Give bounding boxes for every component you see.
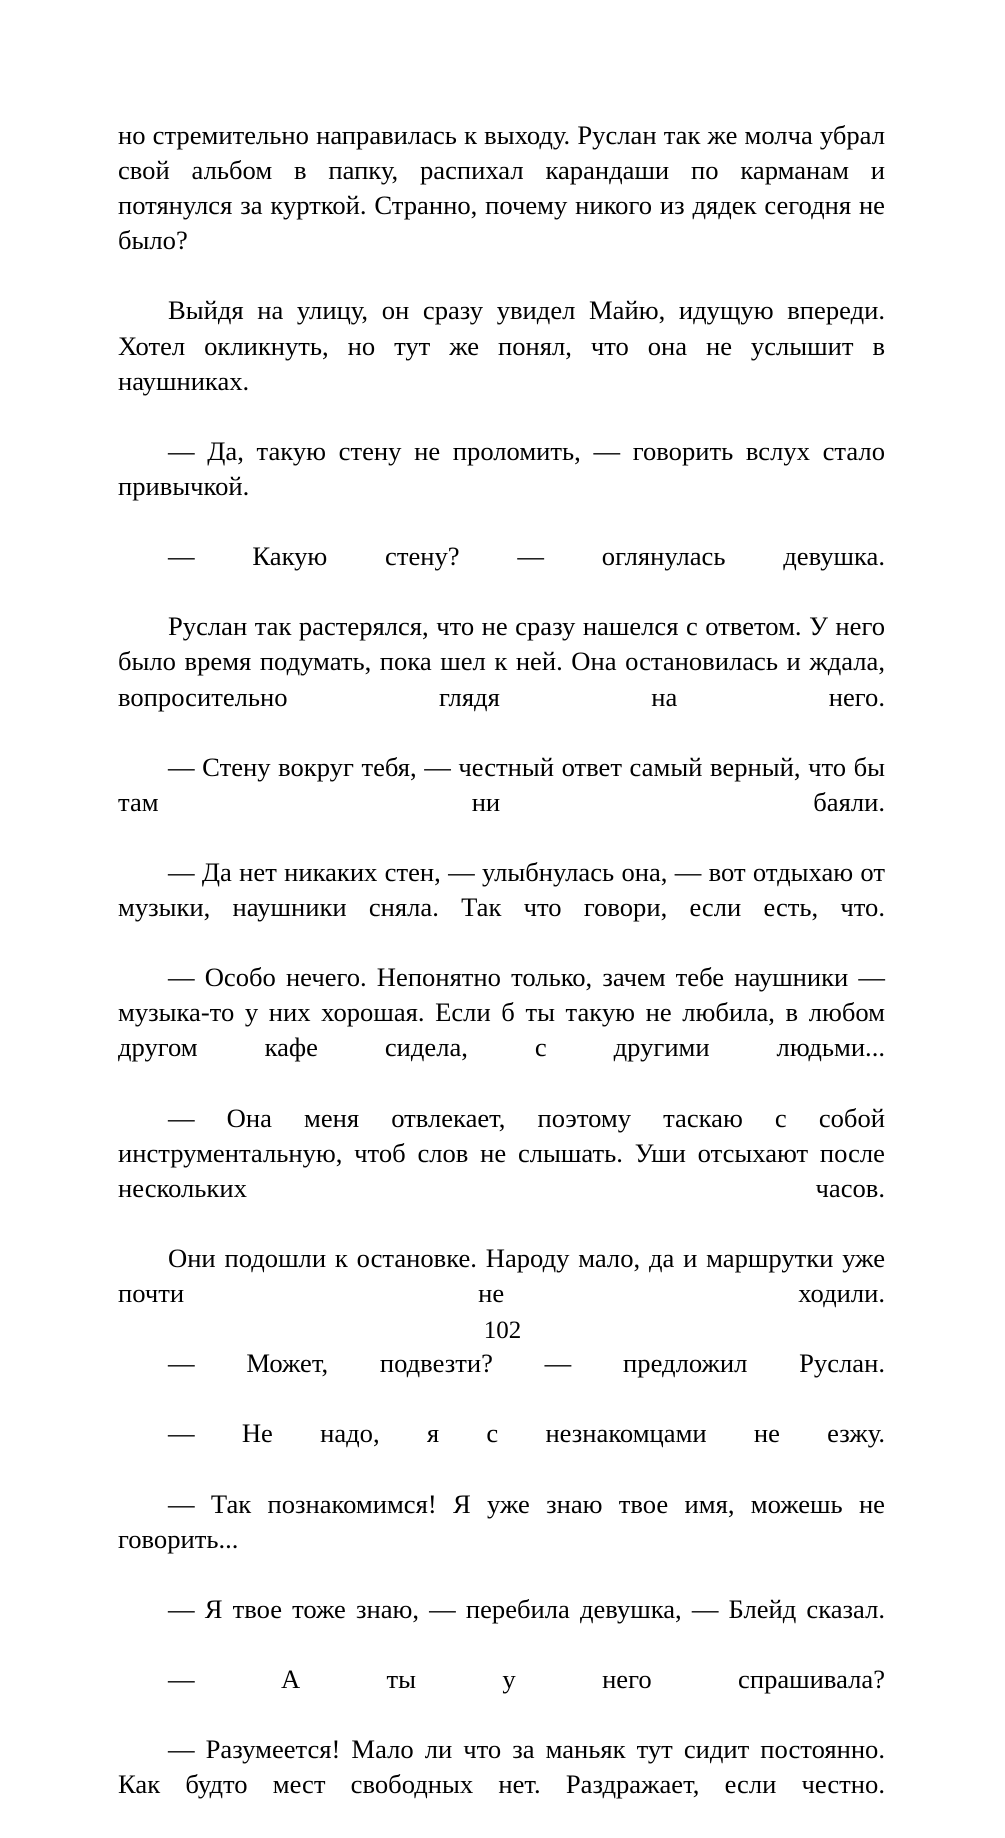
paragraph: — Не надо, я с незнакомцами не езжу. bbox=[168, 1418, 885, 1449]
page-text-column bbox=[118, 118, 885, 1838]
paragraph: — Разумеется! Мало ли что за маньяк тут сидит постоянно. Как будто мест свободных нет. Раздражает, если честно. bbox=[118, 1734, 885, 1800]
paragraph: — А ты у него спрашивала? bbox=[168, 1664, 885, 1695]
paragraph: — Да нет никаких стен, — улыбнулась она, — вот отдыхаю от музыки, наушники сняла. Так что говори, если есть, что. bbox=[118, 856, 885, 923]
paragraph: — Я твое тоже знаю, — перебила девушка, — Блейд сказал. bbox=[168, 1593, 885, 1624]
paragraph: Выйдя на улицу, он сразу увидел Майю, идущую впереди. Хотел окликнуть, но тут же понял, что она не услышит в наушниках. bbox=[118, 295, 885, 396]
paragraph: — Она меня отвлекает, поэтому таскаю с собой инструментальную, чтоб слов не слышать. Уши отсыхают после нескольких часов. bbox=[118, 1102, 885, 1203]
paragraph: Они подошли к остановке. Народу мало, да и маршрутки уже почти не ходили. bbox=[118, 1243, 885, 1309]
paragraph: но стремительно направилась к выходу. Руслан так же молча убрал свой альбом в папку, распихал карандаши по карманам и потянулся за курткой. Странно, почему никого из дядек сегодня не было? bbox=[118, 120, 885, 256]
paragraph: — Да, такую стену не проломить, — говорить вслух стало привычкой. bbox=[118, 435, 885, 501]
page-number: 102 bbox=[483, 1317, 522, 1344]
paragraph: — Может, подвезти? — предложил Руслан. bbox=[168, 1348, 885, 1379]
paragraph: — Стену вокруг тебя, — честный ответ самый верный, что бы там ни баяли. bbox=[118, 751, 885, 817]
paragraph: — Какую стену? — оглянулась девушка. bbox=[168, 541, 885, 572]
paragraph: — Так познакомимся! Я уже знаю твое имя, можешь не говорить... bbox=[118, 1488, 885, 1554]
paragraph: — Особо нечего. Непонятно только, зачем тебе наушники — музыка-то у них хорошая. Если б ты такую не любила, в любом другом кафе сидела, с другими людьми... bbox=[118, 962, 885, 1063]
paragraph: Руслан так растерялся, что не сразу нашелся с ответом. У него было время подумать, пока шел к ней. Она остановилась и ждала, вопросительно глядя на него. bbox=[118, 611, 885, 712]
